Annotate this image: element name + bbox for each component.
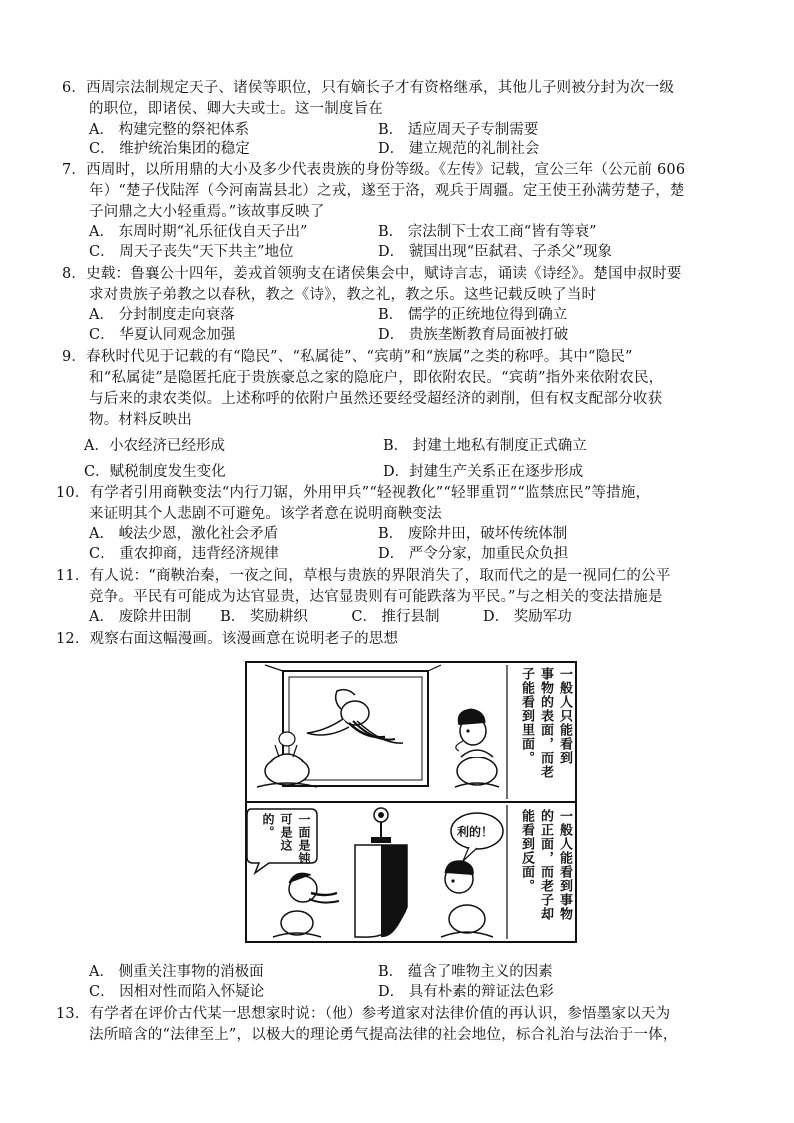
bubble-left-col3: 的。 <box>261 813 275 839</box>
bottom-caption-col1: 一般人能看到事物 <box>557 809 572 921</box>
q8-option-d: D． 贵族垄断教育局面被打破 <box>378 327 569 343</box>
q11-stem-line2: 竞争。平民有可能成为达官显贵，达官显贵则有可能跌落为平民。”与之相关的变法措施是 <box>89 589 663 605</box>
q10-stem-line1: 10．有学者引用商鞅变法“内行刀锯，外用甲兵”“轻视教化”“轻罪重罚”“监禁庶民”等措施， <box>56 485 651 501</box>
q10-option-c: C． 重农抑商，违背经济规律 <box>89 546 279 562</box>
bottom-caption-col3: 能看到反面。 <box>519 809 534 893</box>
q9-stem-line2: 和“私属徒”是隐匿托庇于贵族豪总之家的隐庇户，即依附农民。“宾萌”指外来依附农民， <box>89 370 664 386</box>
q7-stem-line3: 子问鼎之大小轻重焉。”该故事反映了 <box>89 204 325 220</box>
q9-option-d: D．封建生产关系正在逐步形成 <box>383 464 584 480</box>
q10-option-a: A． 峻法少恩，激化社会矛盾 <box>89 526 279 542</box>
q9-stem-line1: 9．春秋时代见于记载的有“隐民”、“私属徒”、“宾萌”和“族属”之类的称呼。其中“隐民” <box>62 349 633 365</box>
top-caption-col1: 一般人只能看到 <box>557 667 572 765</box>
q12-option-d: D． 具有朴素的辩证法色彩 <box>378 984 554 1000</box>
q6-option-d: D． 建立规范的礼制社会 <box>378 141 540 157</box>
q7-stem-line2: 年）“楚子伐陆浑（今河南嵩县北）之戎，遂至于洛，观兵于周疆。定王使王孙满劳楚子，楚 <box>89 183 685 199</box>
bubble-right-text: 利的！ <box>457 825 494 839</box>
q9-option-b: B． 封建土地私有制度正式确立 <box>383 438 587 454</box>
q8-stem-line2: 求对贵族子弟教之以春秋，教之《诗》，教之礼，教之乐。这些记载反映了当时 <box>89 287 597 303</box>
q13-stem-line2: 法所暗含的“法律至上”，以极大的理论勇气提高法律的社会地位，标合礼治与法治于一体， <box>89 1027 678 1043</box>
q6-stem-line1: 6．西周宗法制规定天子、诸侯等职位，只有嫡长子才有资格继承，其他儿子则被分封为次一级 <box>62 80 675 96</box>
q7-option-d: D． 虢国出现“臣弑君、子杀父”现象 <box>378 244 613 260</box>
q9-option-c: C．赋税制度发生变化 <box>84 464 226 480</box>
q10-option-b: B． 废除井田，破坏传统体制 <box>378 526 568 542</box>
q6-option-c: C． 维护统治集团的稳定 <box>89 141 250 157</box>
q9-option-a: A．小农经济已经形成 <box>84 438 225 454</box>
q11-stem-line1: 11．有人说：“商鞅治秦，一夜之间，草根与贵族的界限消失了，取而代之的是一视同仁的公平 <box>56 568 671 584</box>
top-caption-col3: 子能看到里面。 <box>519 667 534 765</box>
q6-option-a: A． 构建完整的祭祀体系 <box>89 122 250 138</box>
q10-stem-line2: 来证明其个人悲剧不可避免。该学者意在说明商鞅变法 <box>89 506 442 522</box>
q12-option-c: C． 因相对性而陷入怀疑论 <box>89 984 265 1000</box>
q12-option-a: A． 侧重关注事物的消极面 <box>89 964 264 980</box>
q12-stem-line1: 12．观察右面这幅漫画。该漫画意在说明老子的思想 <box>56 631 399 647</box>
top-caption-col2: 事物的表面，而老 <box>538 667 553 779</box>
q7-option-c: C． 周天子丧失“天下共主”地位 <box>89 244 294 260</box>
q7-stem-line1: 7．西周时，以所用鼎的大小及多少代表贵族的身份等级。《左传》记载，宣公三年（公元前 606 <box>62 162 686 178</box>
q9-stem-line4: 物。材料反映出 <box>89 412 192 428</box>
q7-option-a: A． 东周时期“礼乐征伐自天子出” <box>89 224 308 240</box>
q7-option-b: B． 宗法制下士农工商“皆有等衰” <box>378 224 597 240</box>
bottom-caption-col2: 的正面，而老子却 <box>538 809 553 921</box>
bubble-left-col1: 一面是钝 <box>297 813 311 865</box>
laozi-comic <box>245 661 577 943</box>
q6-option-b: B． 适应周天子专制需要 <box>378 122 539 138</box>
q8-option-a: A． 分封制度走向衰落 <box>89 307 235 323</box>
q12-option-b: B． 蕴含了唯物主义的因素 <box>378 964 553 980</box>
q9-stem-line3: 与后来的隶农类似。上述称呼的依附户虽然还要经受超经济的剥削，但有权支配部分收获 <box>89 391 663 407</box>
q8-option-b: B． 儒学的正统地位得到确立 <box>378 307 568 323</box>
q11-options: A． 废除井田制 B． 奖励耕织 C． 推行县制 D． 奖励军功 <box>89 609 572 625</box>
q10-option-d: D． 严令分家，加重民众负担 <box>378 546 569 562</box>
bubble-left-col2: 可是这 <box>279 813 293 852</box>
q8-option-c: C． 华夏认同观念加强 <box>89 327 236 343</box>
q6-stem-line2: 的职位，即诸侯、卿大夫或士。这一制度旨在 <box>89 101 383 117</box>
q8-stem-line1: 8．史载：鲁襄公十四年，姜戎首领驹支在诸侯集会中，赋诗言志，诵读《诗经》。楚国申叔时要 <box>62 266 682 282</box>
q13-stem-line1: 13．有学者在评价古代某一思想家时说：（他）参考道家对法律价值的再认识，参悟墨家以天为 <box>56 1006 671 1022</box>
